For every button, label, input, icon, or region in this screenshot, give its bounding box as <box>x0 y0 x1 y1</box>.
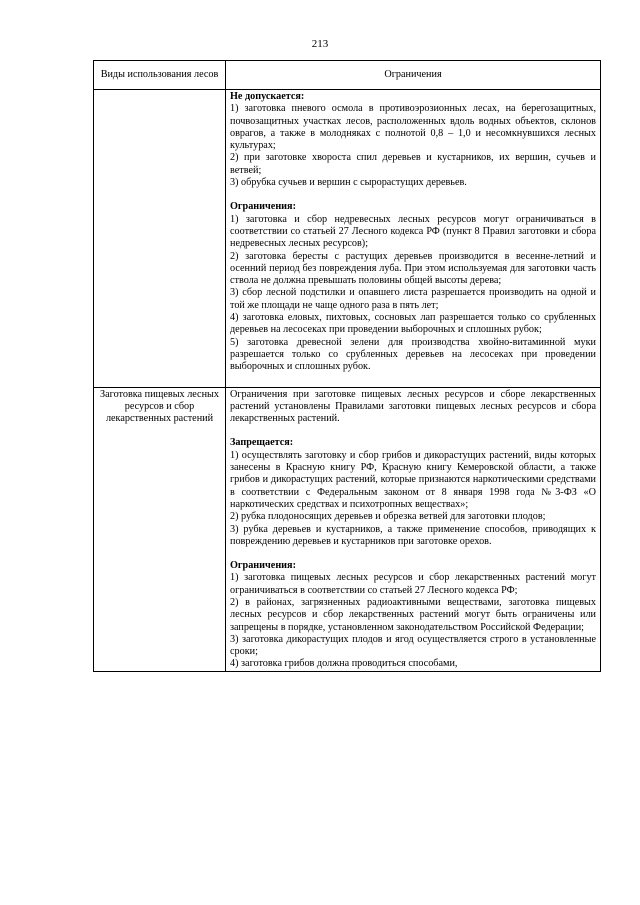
table-row <box>94 90 601 388</box>
block-heading: Запрещается: <box>230 437 294 449</box>
list-item: 2) при заготовке хвороста спил деревьев и кустарников, их вершин, сучьев и ветвей; <box>230 152 596 176</box>
row2-forest-use: Заготовка пищевых лесных ресурсов и сбор лекарственных растений <box>94 387 226 672</box>
row2-restrictions <box>226 387 601 672</box>
list-item: 3) обрубка сучьев и вершин с сырорастущих деревьев. <box>230 177 467 189</box>
intro-text: Ограничения при заготовке пищевых лесных ресурсов и сборе лекарственных растений установлены Правилами заготовки пищевых лесных ресурсов и сбора лекарственных растений. <box>230 388 596 425</box>
list-item: 2) в районах, загрязненных радиоактивными веществами, заготовка пищевых лесных ресурсов и сбор лекарственных растений могут быть ограничены или запрещены в порядке, установленном законодательством Российской Федерации; <box>230 596 596 633</box>
table-row <box>94 387 601 672</box>
restrictions-table <box>93 60 601 672</box>
header-restrictions: Ограничения <box>226 61 601 90</box>
list-item: 3) заготовка дикорастущих плодов и ягод осуществляется строго в установленные сроки; <box>230 633 596 658</box>
row1-forest-use <box>94 90 226 388</box>
list-item: 3) рубка деревьев и кустарников, а также применение способов, приводящих к повреждению деревьев и кустарников при заготовке орехов. <box>230 523 596 547</box>
block-heading: Ограничения: <box>230 560 296 572</box>
row1-restrictions <box>226 90 601 388</box>
block-heading: Ограничения: <box>230 201 296 213</box>
list-item: 3) сбор лесной подстилки и опавшего листа разрешается производить на одной и той же площади не чаще одного раза в пять лет; <box>230 287 596 311</box>
list-item: 4) заготовка грибов должна проводиться способами, <box>230 658 458 670</box>
block-heading: Не допускается: <box>230 91 305 102</box>
list-item: 5) заготовка древесной зелени для производства хвойно-витаминной муки разрешается только со срубленных деревьев на лесосеках при проведении выборочных и сплошных рубок. <box>230 336 596 373</box>
page-number: 213 <box>311 38 329 50</box>
list-item: 2) рубка плодоносящих деревьев и обрезка ветвей для заготовки плодов; <box>230 511 546 523</box>
list-item: 1) заготовка пневого осмола в противоэрозионных лесах, на берегозащитных, почвозащитных участках лесов, расположенных вдоль водных объектов, склонов оврагов, а также в молодняках с полнотой 0,8 – 1,0 и несомкнувшихся лесных культурах; <box>230 103 596 152</box>
list-item: 1) заготовка пищевых лесных ресурсов и сбор лекарственных растений могут ограничиваться в соответствии со статьей 27 Лесного кодекса РФ; <box>230 572 596 596</box>
header-forest-use: Виды использования лесов <box>94 61 226 90</box>
list-item: 1) осуществлять заготовку и сбор грибов и дикорастущих растений, виды которых занесены в Красную книгу РФ, Красную книгу Кемеровской области, а также грибов и дикорастущих растений, которые признаются наркотическими средствами в соответствии с Федеральным законом от 8 января 1998 года №3-ФЗ «О наркотических средствах и психотропных веществах»; <box>230 449 596 510</box>
list-item: 4) заготовка еловых, пихтовых, сосновых лап разрешается только со срубленных деревьев на лесосеках при проведении выборочных и сплошных рубок; <box>230 312 596 336</box>
table-header-row <box>94 61 601 90</box>
list-item: 1) заготовка и сбор недревесных лесных ресурсов могут ограничиваться в соответствии со статьей 27 Лесного кодекса РФ (пункт 8 Правил заготовки и сбора недревесных лесных ресурсов); <box>230 213 596 250</box>
list-item: 2) заготовка бересты с растущих деревьев производится в весенне-летний и осенний период без повреждения луба. При этом используемая для заготовки часть ствола не должна превышать половины общей высоты дерева; <box>230 250 596 287</box>
